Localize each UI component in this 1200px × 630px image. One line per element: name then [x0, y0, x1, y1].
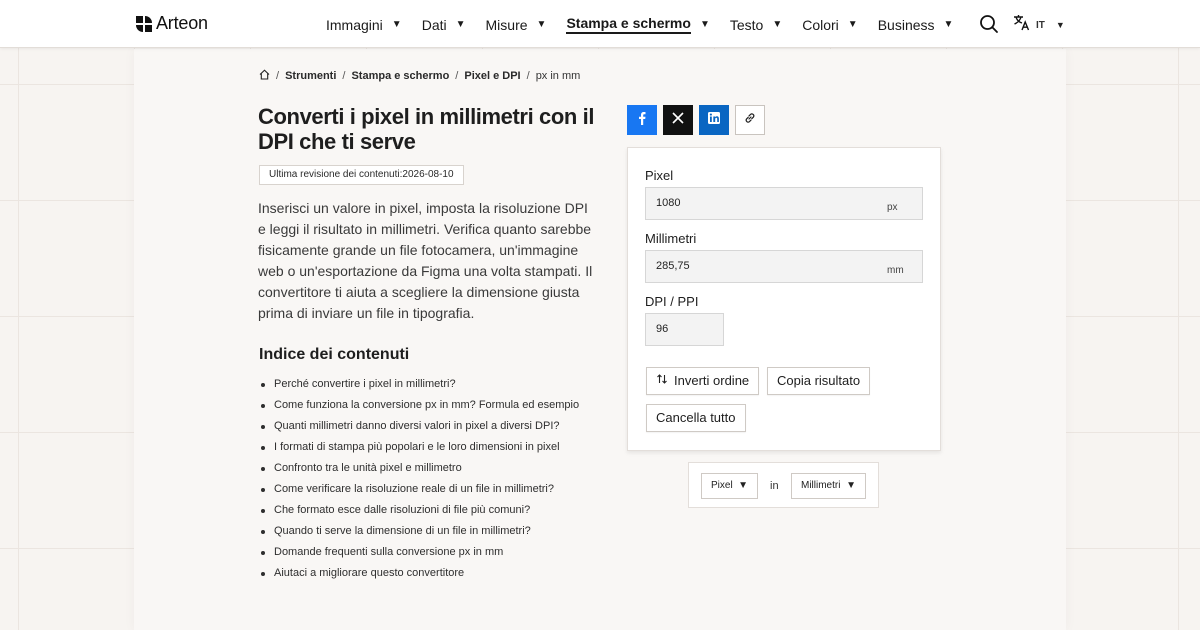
- toc-item[interactable]: Aiutaci a migliorare questo convertitore: [259, 563, 579, 584]
- breadcrumb: [259, 69, 580, 83]
- nav-label: Testo: [729, 16, 764, 33]
- caret-down-icon: ▼: [391, 19, 402, 30]
- facebook-icon: [635, 111, 649, 130]
- logo[interactable]: [136, 13, 208, 34]
- caret-down-icon: ▼: [1055, 20, 1065, 30]
- caret-down-icon: ▼: [738, 480, 748, 491]
- toc-item[interactable]: Come funziona la conversione px in mm? Formula ed esempio: [259, 395, 579, 416]
- home-icon[interactable]: [259, 69, 270, 83]
- clear-all-button[interactable]: Cancella tutto: [646, 404, 746, 432]
- copy-link-button[interactable]: [735, 105, 765, 135]
- share-x-button[interactable]: [663, 105, 693, 135]
- caret-down-icon: ▼: [772, 19, 783, 30]
- table-of-contents: [259, 374, 579, 584]
- breadcrumb-pixel-e-dpi[interactable]: Pixel e DPI: [464, 70, 521, 82]
- breadcrumb-separator: /: [342, 70, 346, 82]
- nav-item-misure[interactable]: [486, 15, 547, 34]
- breadcrumb-separator: /: [455, 70, 459, 82]
- translate-icon: [1013, 14, 1030, 36]
- breadcrumb-separator: /: [526, 70, 530, 82]
- caret-down-icon: ▼: [943, 19, 954, 30]
- x-icon: [671, 111, 685, 130]
- share-facebook-button[interactable]: [627, 105, 657, 135]
- nav-item-business[interactable]: [878, 15, 954, 34]
- language-selector[interactable]: [1013, 14, 1065, 36]
- language-code: IT: [1036, 19, 1045, 31]
- share-linkedin-button[interactable]: [699, 105, 729, 135]
- nav-label: Dati: [421, 16, 447, 33]
- copy-result-button[interactable]: Copia risultato: [767, 367, 870, 395]
- nav-item-dati[interactable]: [422, 15, 466, 34]
- from-unit-value: Pixel: [711, 480, 733, 491]
- link-icon: [743, 111, 757, 130]
- nav-label: Immagini: [326, 16, 383, 33]
- caret-down-icon: ▼: [455, 19, 466, 30]
- nav-label: Stampa e schermo: [566, 15, 691, 34]
- nav-label: Misure: [485, 16, 528, 33]
- nav-label: Colori: [802, 16, 839, 33]
- nav-label: Business: [877, 16, 935, 33]
- site-header: [0, 0, 1200, 48]
- nav-item-immagini[interactable]: [326, 15, 402, 34]
- toc-item[interactable]: I formati di stampa più popolari e le loro dimensioni in pixel: [259, 437, 579, 458]
- caret-down-icon: ▼: [846, 480, 856, 491]
- intro-paragraph: Inserisci un valore in pixel, imposta la risoluzione DPI e leggi il risultato in millimetri. Verifica quanto sarebbe fisicamente grande un file fotocamera, un'immagine web o un'esportazione da Figma una volta stampati. Il convertitore ti aiuta a scegliere la dimensione giusta prima di inviare un file in tipografia.: [258, 200, 593, 321]
- page-title: Converti i pixel in millimetri con il DPI che ti serve: [258, 104, 595, 154]
- toc-item[interactable]: Come verificare la risoluzione reale di un file in millimetri?: [259, 479, 579, 500]
- dpi-label: DPI / PPI: [645, 294, 699, 309]
- swap-order-button[interactable]: [646, 367, 759, 395]
- breadcrumb-stampa-e-schermo[interactable]: Stampa e schermo: [351, 70, 450, 82]
- mm-label: Millimetri: [645, 231, 697, 246]
- nav-item-testo[interactable]: [730, 15, 782, 34]
- caret-down-icon: ▼: [847, 19, 858, 30]
- unit-connector: in: [770, 480, 779, 492]
- mm-unit: mm: [887, 265, 904, 276]
- mm-input[interactable]: 285,75: [645, 250, 923, 283]
- linkedin-icon: [707, 111, 721, 130]
- toc-item[interactable]: Confronto tra le unità pixel e millimetro: [259, 458, 579, 479]
- toc-item[interactable]: Quando ti serve la dimensione di un file in millimetri?: [259, 521, 579, 542]
- toc-item[interactable]: Quanti millimetri danno diversi valori in pixel a diversi DPI?: [259, 416, 579, 437]
- swap-icon: [656, 368, 668, 394]
- nav-item-stampa-e-schermo[interactable]: [566, 15, 709, 34]
- logo-text: Arteon: [156, 13, 208, 33]
- toc-title: Indice dei contenuti: [259, 346, 410, 363]
- breadcrumb-strumenti[interactable]: Strumenti: [285, 70, 337, 82]
- swap-order-label: Inverti ordine: [674, 373, 750, 388]
- breadcrumb-separator: /: [276, 70, 280, 82]
- breadcrumb-current: px in mm: [535, 70, 581, 82]
- toc-item[interactable]: Perché convertire i pixel in millimetri?: [259, 374, 579, 395]
- dpi-input[interactable]: 96: [645, 313, 724, 346]
- search-icon[interactable]: [979, 14, 999, 34]
- pixel-label: Pixel: [645, 168, 674, 183]
- pixel-input[interactable]: 1080: [645, 187, 923, 220]
- logo-mark-icon: [136, 16, 152, 32]
- to-unit-value: Millimetri: [801, 480, 841, 491]
- main-nav: [326, 15, 973, 34]
- to-unit-select[interactable]: [791, 473, 866, 499]
- caret-down-icon: ▼: [536, 19, 547, 30]
- toc-item[interactable]: Che formato esce dalle risoluzioni di file più comuni?: [259, 500, 579, 521]
- nav-item-colori[interactable]: [802, 15, 857, 34]
- pixel-unit: px: [887, 202, 898, 213]
- from-unit-select[interactable]: [701, 473, 758, 499]
- revision-badge: Ultima revisione dei contenuti:2026-08-10: [259, 165, 464, 185]
- toc-item[interactable]: Domande frequenti sulla conversione px in mm: [259, 542, 579, 563]
- caret-down-icon: ▼: [699, 19, 710, 30]
